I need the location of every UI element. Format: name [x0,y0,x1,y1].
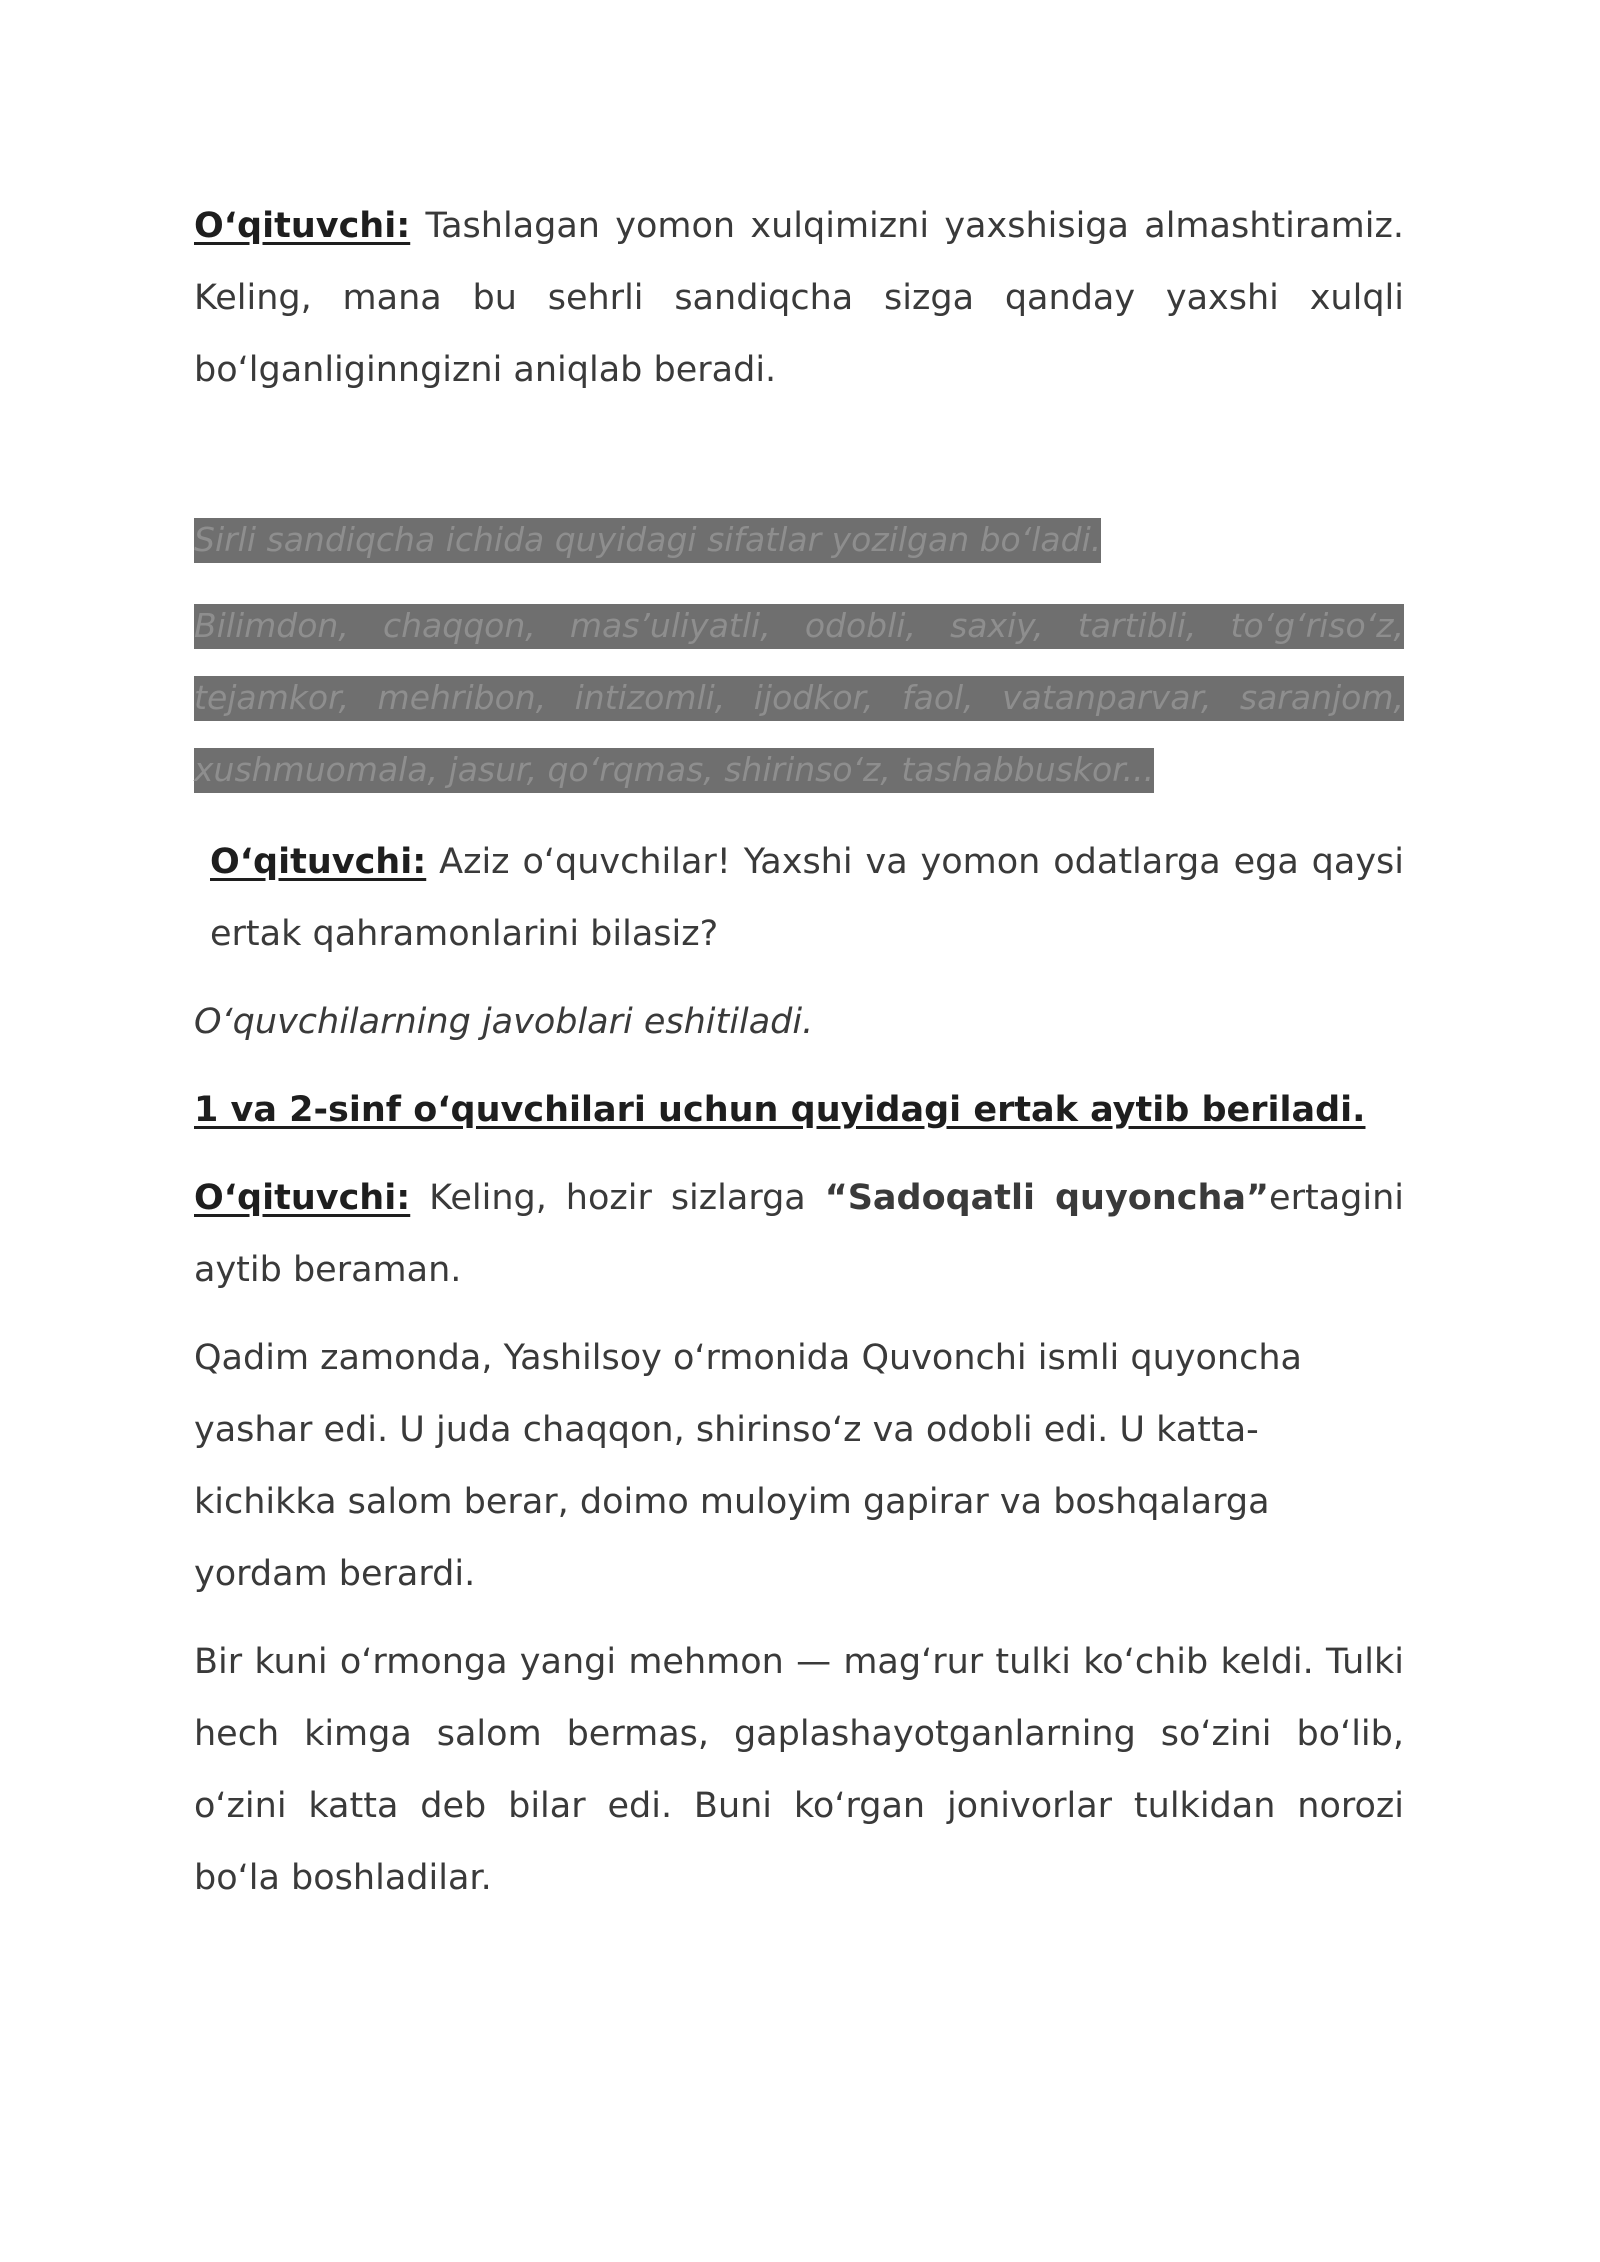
story-paragraph-2: Bir kuni o‘rmonga yangi mehmon — mag‘rur tulki ko‘chib keldi. Tulki hech kimga salom bermas, gaplashayotganlarning so‘zini bo‘lib, o‘zini katta deb bilar edi. Buni ko‘rgan jonivorlar tulkidan norozi bo‘la boshladilar. [194,1642,1404,1898]
paragraph-text: Aziz o‘quvchilar! Yaxshi va yomon odatlarga ega qaysi ertak qahramonlarini bilasiz? [210,842,1404,954]
speaker-label: O‘qituvchi: [210,842,427,882]
teacher-paragraph-2 [194,826,1404,970]
story-paragraph-1: Qadim zamonda, Yashilsoy o‘rmonida Quvonchi ismli quyoncha yashar edi. U juda chaqqon, shirinso‘z va odobli edi. U katta-kichikka salom berar, doimo muloyim gapirar va boshqalarga yordam berardi. [194,1338,1302,1594]
speaker-label: O‘qituvchi: [194,1178,411,1218]
teacher-paragraph-3 [194,1162,1404,1306]
document-content [194,190,1404,1914]
story-title: “Sadoqatli quyoncha” [824,1178,1270,1218]
highlight-intro-line [194,504,1101,576]
highlighted-qualities-block [194,504,1404,806]
paragraph-text-after: ertagini aytib beraman. [194,1178,1404,1290]
teacher-paragraph-1 [194,190,1404,406]
paragraph-text: Tashlagan yomon xulqimizni yaxshisiga almashtiramiz. Keling, mana bu sehrli sandiqcha sizga qanday yaxshi xulqli bo‘lganliginngizni aniqlab beradi. [194,206,1404,390]
story-heading: 1 va 2-sinf o‘quvchilari uchun quyidagi ertak aytib beriladi. [194,1090,1366,1130]
students-answers-note: O‘quvchilarning javoblari eshitiladi. [194,1002,814,1042]
highlight-qualities-paragraph [194,590,1404,806]
highlight-qualities-list: Bilimdon, chaqqon, mas’uliyatli, odobli, saxiy, tartibli, to‘g‘riso‘z, tejamkor, mehribon, intizomli, ijodkor, faol, vatanparvar, saranjom, xushmuomala, jasur, qo‘rqmas, shirinso‘z, tashabbuskor... [194,604,1404,793]
speaker-label: O‘qituvchi: [194,206,411,246]
highlight-intro: Sirli sandiqcha ichida quyidagi sifatlar yozilgan bo‘ladi. [194,518,1101,563]
paragraph-text-before: Keling, hozir sizlarga [410,1178,825,1218]
